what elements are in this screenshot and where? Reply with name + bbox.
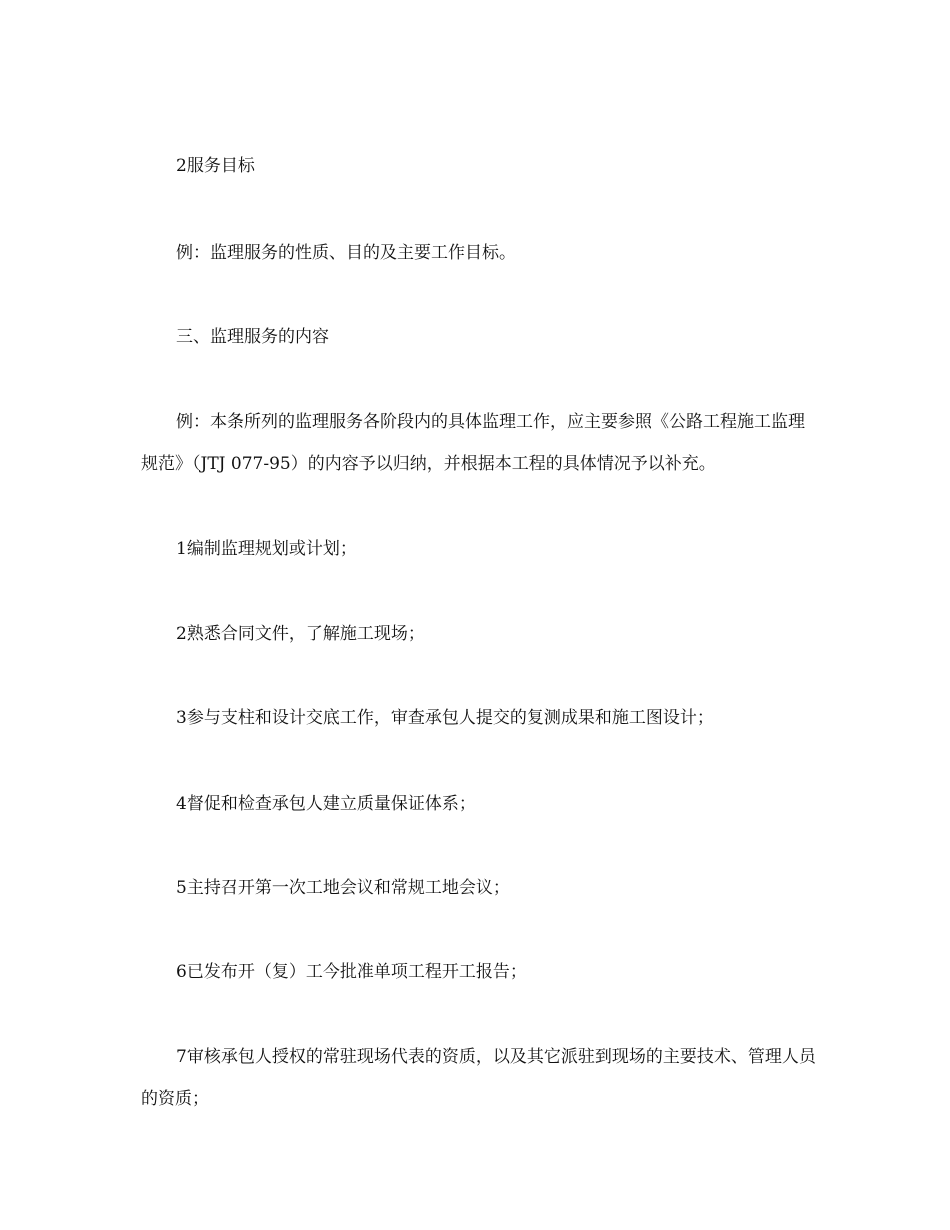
list-item-2: 2熟悉合同文件，了解施工现场； [176, 624, 425, 644]
paragraph-service-target-example: 例：监理服务的性质、目的及主要工作目标。 [176, 243, 516, 263]
section-heading-supervision-content: 三、监理服务的内容 [176, 327, 329, 347]
list-item-1: 1编制监理规划或计划； [176, 539, 357, 559]
list-item-4: 4督促和检查承包人建立质量保证体系； [176, 794, 476, 814]
paragraph-service-target-heading: 2服务目标 [176, 156, 255, 176]
paragraph-supervision-content-example: 例：本条所列的监理服务各阶段内的具体监理工作，应主要参照《公路工程施工监理规范》（JTJ 077-95）的内容予以归纳，并根据本工程的具体情况予以补充。 [141, 412, 805, 474]
list-item-7: 7审核承包人授权的常驻现场代表的资质，以及其它派驻到现场的主要技术、管理人员的资质； [141, 1047, 816, 1109]
list-item-5: 5主持召开第一次工地会议和常规工地会议； [176, 878, 510, 898]
list-item-3: 3参与支柱和设计交底工作，审查承包人提交的复测成果和施工图设计； [176, 708, 714, 728]
list-item-6: 6已发布开（复）工今批准单项工程开工报告； [176, 962, 527, 982]
